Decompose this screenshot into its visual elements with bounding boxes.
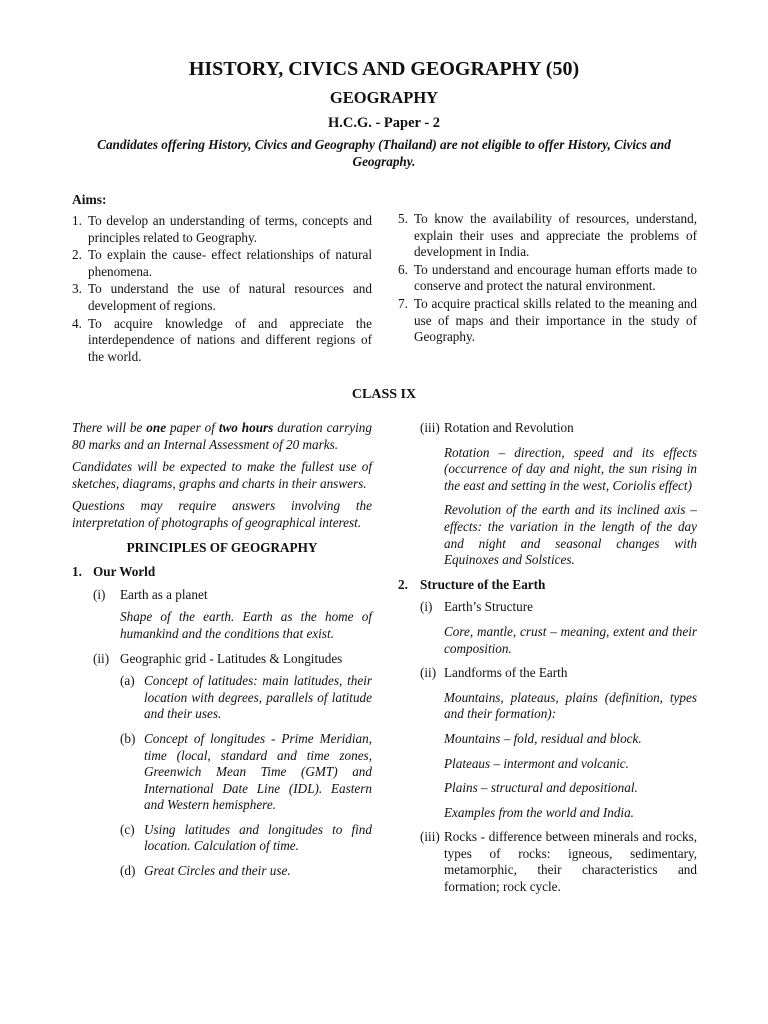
subsection-number: (i) — [420, 599, 433, 615]
lettered-item — [120, 822, 372, 855]
item-letter: (b) — [120, 730, 136, 746]
lettered-item — [120, 673, 372, 723]
page-title: HISTORY, CIVICS AND GEOGRAPHY (50) — [188, 58, 580, 80]
intro-text: paper of — [166, 420, 219, 435]
eligibility-note: Candidates offering History, Civics and Geography (Thailand) are not eligible to offer History, Civics and Geography. — [97, 137, 671, 169]
subsection-heading — [93, 651, 372, 668]
aim-item — [72, 316, 372, 366]
aim-item — [398, 296, 697, 346]
aim-number: 7. — [398, 295, 408, 311]
lettered-item — [120, 731, 372, 814]
subsection-description: Core, mantle, crust – meaning, extent and their composition. — [444, 623, 697, 656]
right-column — [398, 420, 697, 902]
section-title: Our World — [93, 564, 156, 580]
subsection-description: Mountains – fold, residual and block. — [444, 730, 642, 746]
paper-label: H.C.G. - Paper - 2 — [327, 115, 441, 131]
aim-item — [398, 211, 697, 261]
subsection-title: Earth’s Structure — [444, 599, 533, 615]
subsection-text: Rocks - difference between minerals and rocks, types of rocks: igneous, sedimentary, metamorphic, their characteristics and formation; rock cycle. — [444, 829, 697, 895]
aim-text: To understand the use of natural resources and development of regions. — [88, 281, 372, 313]
subsection-description: Rotation – direction, speed and its effects (occurrence of day and night, the sun rising in the east and setting in the west, Coriolis effect) — [444, 444, 697, 493]
intro-emphasis: two hours — [218, 420, 274, 435]
subsection-heading — [420, 599, 697, 616]
subsection-description: Shape of the earth. Earth as the home of humankind and the conditions that exist. — [120, 609, 372, 641]
aim-number: 2. — [72, 247, 82, 263]
section-title: Structure of the Earth — [420, 576, 546, 592]
section-number: 1. — [72, 564, 82, 580]
subsection-heading — [93, 587, 372, 604]
principles-heading: PRINCIPLES OF GEOGRAPHY — [126, 539, 318, 555]
aim-item — [398, 262, 697, 295]
class-heading: CLASS IX — [351, 387, 417, 402]
aim-item — [72, 247, 372, 280]
aims-heading: Aims: — [72, 192, 107, 207]
subsection-description: Plains – structural and depositional. — [444, 780, 638, 796]
intro-paragraph: Questions may require answers involving the interpretation of photographs of geographical interest. — [72, 498, 372, 530]
intro-paragraph: Candidates will be expected to make the fullest use of sketches, diagrams, graphs and charts in their answers. — [72, 459, 372, 491]
item-letter: (c) — [120, 821, 135, 837]
item-text: Concept of latitudes: main latitudes, their location with degrees, parallels of latitude and their uses. — [144, 673, 372, 722]
subsection-heading — [420, 829, 697, 895]
subsection-title: Landforms of the Earth — [444, 665, 568, 681]
subsection-number: (iii) — [420, 420, 440, 435]
aim-text: To know the availability of resources, understand, explain their uses and appreciate the problems of development in India. — [414, 211, 697, 260]
lettered-item — [120, 863, 372, 880]
subsection-description: Plateaus – intermont and volcanic. — [444, 755, 629, 771]
item-letter: (d) — [120, 863, 136, 879]
subsection-description: Revolution of the earth and its inclined axis – effects: the variation in the length of the day and night and seasonal changes with Equinoxes and Solstices. — [444, 502, 697, 568]
lettered-list — [120, 673, 372, 880]
aim-number: 4. — [72, 315, 82, 331]
aim-text: To develop an understanding of terms, concepts and principles related to Geography. — [88, 213, 372, 245]
intro-paragraph — [72, 420, 372, 453]
aim-item — [72, 281, 372, 314]
section-heading — [72, 564, 372, 581]
intro-text: duration carrying 80 marks and an Internal Assessment of 20 marks. — [72, 420, 372, 452]
section-number: 2. — [398, 576, 408, 592]
page-subtitle: GEOGRAPHY — [329, 88, 439, 107]
subsection-title: Geographic grid - Latitudes & Longitudes — [120, 650, 343, 666]
intro-emphasis: one — [146, 420, 167, 435]
subsection-number: (iii) — [420, 829, 440, 845]
aim-number: 5. — [398, 211, 408, 226]
aim-item — [72, 213, 372, 246]
item-text: Great Circles and their use. — [144, 863, 291, 879]
item-text: Concept of longitudes - Prime Meridian, time (local, standard and time zones, Greenwich Mean Time (GMT) and International Date Line (IDL). Eastern and Western hemisphere. — [144, 730, 372, 813]
aim-text: To understand and encourage human efforts made to conserve and protect the natural environment. — [414, 261, 697, 294]
section-1-body — [72, 587, 372, 880]
aim-text: To acquire practical skills related to the meaning and use of maps and their importance in the study of Geography. — [414, 295, 697, 345]
subsection-number: (ii) — [93, 650, 110, 666]
aim-number: 6. — [398, 261, 408, 277]
aims-left-list — [72, 213, 372, 366]
section-heading — [398, 577, 697, 594]
intro-text: There will be — [72, 420, 147, 435]
left-column — [72, 420, 372, 888]
aim-text: To explain the cause- effect relationships of natural phenomena. — [88, 247, 372, 279]
aim-number: 1. — [72, 213, 82, 228]
item-text: Using latitudes and longitudes to find location. Calculation of time. — [144, 821, 372, 854]
aims-right-list — [398, 211, 697, 347]
subsection-heading — [420, 665, 697, 682]
subsection-description: Examples from the world and India. — [444, 804, 634, 820]
subsection-title: Rotation and Revolution — [444, 420, 574, 435]
aim-number: 3. — [72, 281, 82, 297]
item-letter: (a) — [120, 673, 135, 689]
subsection-heading — [420, 420, 697, 437]
subsection-number: (ii) — [420, 665, 437, 681]
subsection-number: (i) — [93, 586, 106, 602]
subsection-description: Mountains, plateaus, plains (definition, types and their formation): — [444, 689, 697, 722]
subsection-title: Earth as a planet — [120, 586, 208, 602]
aim-text: To acquire knowledge of and appreciate the interdependence of nations and different regions of the world. — [88, 315, 372, 364]
